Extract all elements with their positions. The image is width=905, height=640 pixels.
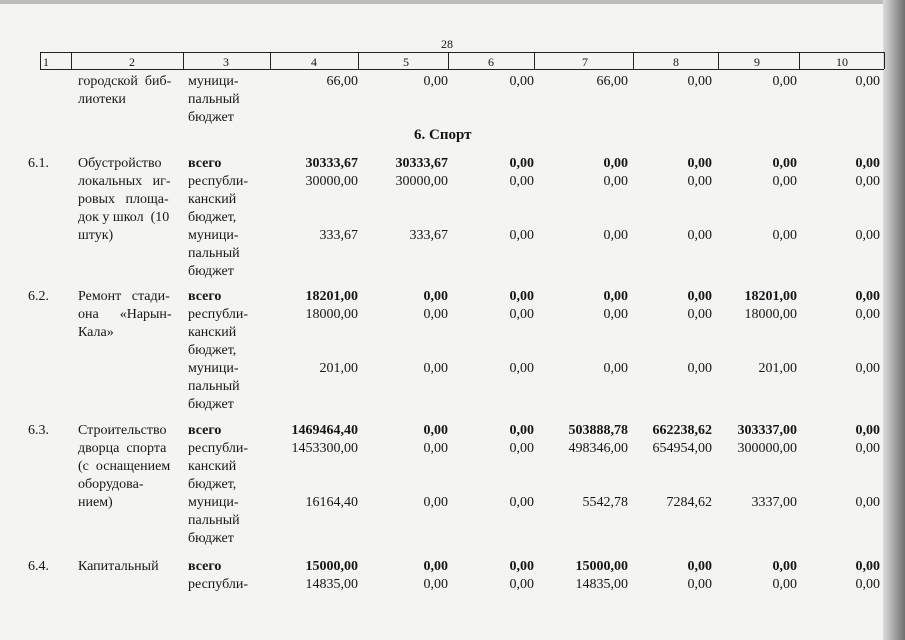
municipal-amount: 0,00 — [855, 228, 880, 243]
item-name: док у школ (10 — [78, 210, 170, 225]
column-number: 5 — [403, 55, 409, 69]
funding-source: канский — [188, 192, 237, 207]
municipal-amount: 0,00 — [603, 228, 628, 243]
republic-amount: 18000,00 — [744, 307, 797, 322]
republic-amount: 654954,00 — [652, 441, 712, 456]
funding-source: бюджет, — [188, 477, 237, 492]
republic-amount: 0,00 — [509, 577, 534, 592]
funding-source: республи- — [188, 441, 248, 456]
total-amount: 0,00 — [509, 289, 534, 304]
municipal-amount: 0,00 — [687, 228, 712, 243]
header-divider — [183, 52, 184, 69]
item-name: дворца спорта — [78, 441, 167, 456]
municipal-amount: 0,00 — [772, 228, 797, 243]
funding-source: всего — [188, 156, 222, 171]
funding-source: пальный — [188, 379, 240, 394]
funding-source: республи- — [188, 174, 248, 189]
item-name: оборудова- — [78, 477, 144, 492]
total-amount: 0,00 — [855, 559, 880, 574]
item-name: Обустройство — [78, 156, 162, 171]
municipal-amount: 333,67 — [409, 228, 448, 243]
amount-cell: 0,00 — [772, 74, 797, 89]
amount-cell: 0,00 — [423, 74, 448, 89]
total-amount: 0,00 — [423, 559, 448, 574]
column-number: 1 — [43, 55, 49, 69]
item-name: Строительство — [78, 423, 167, 438]
item-name: (с оснащением — [78, 459, 171, 474]
amount-cell: 66,00 — [326, 74, 358, 89]
funding-source: республи- — [188, 577, 248, 592]
column-number: 3 — [223, 55, 229, 69]
column-number: 4 — [311, 55, 317, 69]
funding-source: муници- — [188, 361, 239, 376]
funding-source: бюджет, — [188, 210, 237, 225]
total-amount: 15000,00 — [575, 559, 628, 574]
total-amount: 30333,67 — [395, 156, 448, 171]
municipal-amount: 0,00 — [423, 495, 448, 510]
municipal-amount: 3337,00 — [751, 495, 797, 510]
funding-source: бюджет — [188, 397, 234, 412]
scan-right-edge — [883, 0, 905, 640]
municipal-amount: 0,00 — [855, 361, 880, 376]
total-amount: 18201,00 — [305, 289, 358, 304]
total-amount: 662238,62 — [652, 423, 712, 438]
republic-amount: 0,00 — [855, 307, 880, 322]
municipal-amount: 7284,62 — [666, 495, 712, 510]
municipal-amount: 0,00 — [509, 361, 534, 376]
republic-amount: 18000,00 — [305, 307, 358, 322]
item-name: штук) — [78, 228, 114, 243]
total-amount: 0,00 — [772, 156, 797, 171]
total-amount: 0,00 — [855, 289, 880, 304]
funding-source: всего — [188, 559, 222, 574]
funding-source: пальный — [188, 92, 240, 107]
amount-cell: 0,00 — [509, 74, 534, 89]
municipal-amount: 0,00 — [423, 361, 448, 376]
total-amount: 0,00 — [603, 289, 628, 304]
republic-amount: 0,00 — [423, 307, 448, 322]
item-name: лиотеки — [78, 92, 126, 107]
column-number: 2 — [129, 55, 135, 69]
item-name: Кала» — [78, 325, 114, 340]
republic-amount: 0,00 — [603, 174, 628, 189]
header-divider — [534, 52, 535, 69]
municipal-amount: 333,67 — [319, 228, 358, 243]
republic-amount: 0,00 — [603, 307, 628, 322]
total-amount: 0,00 — [509, 156, 534, 171]
total-amount: 1469464,40 — [291, 423, 358, 438]
header-divider — [448, 52, 449, 69]
header-top-rule — [40, 52, 884, 53]
funding-source: канский — [188, 325, 237, 340]
municipal-amount: 16164,40 — [305, 495, 358, 510]
header-divider — [358, 52, 359, 69]
republic-amount: 0,00 — [687, 174, 712, 189]
header-divider — [270, 52, 271, 69]
republic-amount: 0,00 — [687, 307, 712, 322]
funding-source: бюджет — [188, 264, 234, 279]
republic-amount: 1453300,00 — [291, 441, 358, 456]
header-divider — [71, 52, 72, 69]
row-number: 6.2. — [28, 289, 49, 304]
amount-cell: 0,00 — [687, 74, 712, 89]
funding-source: муници- — [188, 228, 239, 243]
page-number: 28 — [441, 37, 453, 51]
republic-amount: 0,00 — [509, 441, 534, 456]
republic-amount: 0,00 — [509, 307, 534, 322]
item-name: она «Нарын- — [78, 307, 172, 322]
republic-amount: 14835,00 — [575, 577, 628, 592]
funding-source: республи- — [188, 307, 248, 322]
republic-amount: 498346,00 — [568, 441, 628, 456]
republic-amount: 0,00 — [687, 577, 712, 592]
total-amount: 0,00 — [855, 423, 880, 438]
municipal-amount: 201,00 — [758, 361, 797, 376]
republic-amount: 0,00 — [509, 174, 534, 189]
municipal-amount: 5542,78 — [582, 495, 628, 510]
total-amount: 0,00 — [509, 423, 534, 438]
item-name: городской биб- — [78, 74, 172, 89]
total-amount: 18201,00 — [744, 289, 797, 304]
municipal-amount: 201,00 — [319, 361, 358, 376]
republic-amount: 0,00 — [772, 577, 797, 592]
republic-amount: 300000,00 — [737, 441, 797, 456]
total-amount: 0,00 — [509, 559, 534, 574]
row-number: 6.1. — [28, 156, 49, 171]
republic-amount: 0,00 — [423, 441, 448, 456]
republic-amount: 30000,00 — [305, 174, 358, 189]
total-amount: 303337,00 — [737, 423, 797, 438]
funding-source: бюджет — [188, 531, 234, 546]
municipal-amount: 0,00 — [509, 228, 534, 243]
republic-amount: 14835,00 — [305, 577, 358, 592]
funding-source: всего — [188, 289, 222, 304]
column-number: 7 — [582, 55, 588, 69]
funding-source: бюджет — [188, 110, 234, 125]
item-name: локальных иг- — [78, 174, 171, 189]
section-title: 6. Спорт — [414, 127, 472, 143]
item-name: Капитальный — [78, 559, 159, 574]
row-number: 6.4. — [28, 559, 49, 574]
republic-amount: 0,00 — [855, 441, 880, 456]
item-name: Ремонт стади- — [78, 289, 170, 304]
total-amount: 0,00 — [603, 156, 628, 171]
republic-amount: 0,00 — [423, 577, 448, 592]
total-amount: 0,00 — [687, 156, 712, 171]
total-amount: 0,00 — [423, 289, 448, 304]
total-amount: 30333,67 — [305, 156, 358, 171]
column-number: 8 — [673, 55, 679, 69]
header-divider — [718, 52, 719, 69]
amount-cell: 66,00 — [596, 74, 628, 89]
total-amount: 0,00 — [687, 289, 712, 304]
funding-source: муници- — [188, 495, 239, 510]
municipal-amount: 0,00 — [509, 495, 534, 510]
republic-amount: 30000,00 — [395, 174, 448, 189]
column-number: 6 — [488, 55, 494, 69]
municipal-amount: 0,00 — [687, 361, 712, 376]
funding-source: всего — [188, 423, 222, 438]
funding-source: канский — [188, 459, 237, 474]
total-amount: 0,00 — [772, 559, 797, 574]
row-number: 6.3. — [28, 423, 49, 438]
funding-source: бюджет, — [188, 343, 237, 358]
funding-source: муници- — [188, 74, 239, 89]
total-amount: 503888,78 — [568, 423, 628, 438]
column-number: 10 — [836, 55, 848, 69]
municipal-amount: 0,00 — [603, 361, 628, 376]
total-amount: 0,00 — [855, 156, 880, 171]
republic-amount: 0,00 — [855, 577, 880, 592]
republic-amount: 0,00 — [855, 174, 880, 189]
header-divider — [633, 52, 634, 69]
total-amount: 0,00 — [423, 423, 448, 438]
header-divider — [799, 52, 800, 69]
header-divider — [884, 52, 885, 69]
item-name: ровых площа- — [78, 192, 169, 207]
funding-source: пальный — [188, 513, 240, 528]
funding-source: пальный — [188, 246, 240, 261]
column-number: 9 — [754, 55, 760, 69]
total-amount: 15000,00 — [305, 559, 358, 574]
amount-cell: 0,00 — [855, 74, 880, 89]
total-amount: 0,00 — [687, 559, 712, 574]
item-name: нием) — [78, 495, 113, 510]
scan-top-edge — [0, 0, 905, 4]
republic-amount: 0,00 — [772, 174, 797, 189]
municipal-amount: 0,00 — [855, 495, 880, 510]
